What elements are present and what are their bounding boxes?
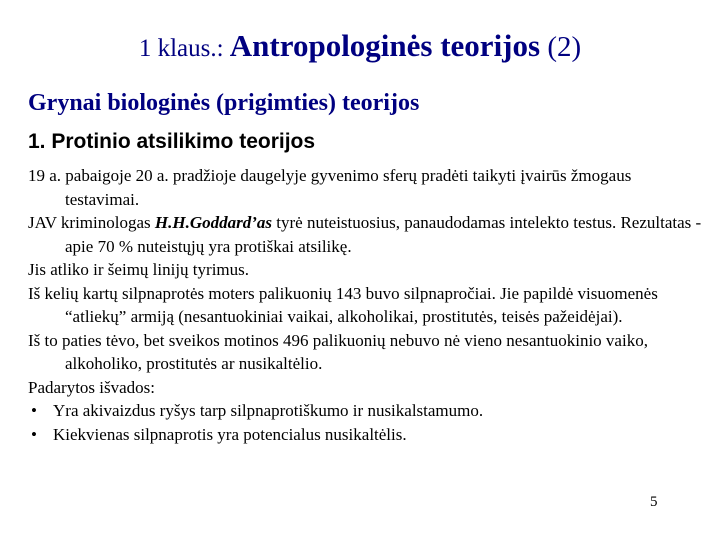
- subtitle: Grynai biologinės (prigimties) teorijos: [28, 90, 420, 116]
- paragraph-4: Iš kelių kartų silpnaprotės moters palikuonių 143 buvo silpnapročiai. Jie papildė visuomenės “atliekų” armiją (nesantuokiniai vaikai, alkoholikai, prostitutės, teisės pažeidėjai).: [28, 283, 658, 326]
- paragraph-3: Jis atliko ir šeimų linijų tyrimus.: [28, 260, 249, 279]
- bullet-item-2: [28, 423, 708, 447]
- slide-title: [0, 28, 720, 64]
- bullet-text-1: Yra akivaizdus ryšys tarp silpnaprotiškumo ir nusikalstamumo.: [53, 401, 484, 420]
- paragraph-2: [28, 211, 708, 258]
- title-main: Antropologinės teorijos: [229, 28, 541, 63]
- paragraph-5: Iš to paties tėvo, bet sveikos motinos 496 palikuonių nebuvo nė vieno nesantuokinio vaiko, alkoholiko, prostitutės ar nusikaltėlio.: [28, 330, 648, 373]
- title-suffix: (2): [540, 31, 582, 63]
- bullet-icon: •: [31, 401, 37, 420]
- paragraph-6: Padarytos išvados:: [28, 377, 156, 397]
- page-number: 5: [650, 494, 658, 510]
- section-heading: 1. Protinio atsilikimo teorijos: [28, 130, 316, 153]
- paragraph-2-after: tyrė nuteistuosius, panaudodamas intelekto testus. Rezultatas - apie 70 % nuteistųjų yra protiškai atsilikę.: [65, 213, 702, 256]
- researcher-name: H.H.Goddard’as: [154, 213, 273, 232]
- bullet-item-1: [28, 399, 708, 423]
- slide-body: [28, 164, 708, 446]
- paragraph-2-before: JAV kriminologas: [28, 213, 155, 232]
- paragraph-1: 19 a. pabaigoje 20 a. pradžioje daugelyje gyvenimo sferų pradėti taikyti įvairūs žmogaus testavimai.: [28, 166, 632, 209]
- bullet-icon: •: [31, 424, 37, 444]
- bullet-text-2: Kiekvienas silpnaprotis yra potencialus nusikaltėlis.: [53, 424, 407, 444]
- title-prefix: 1 klaus.:: [138, 35, 230, 62]
